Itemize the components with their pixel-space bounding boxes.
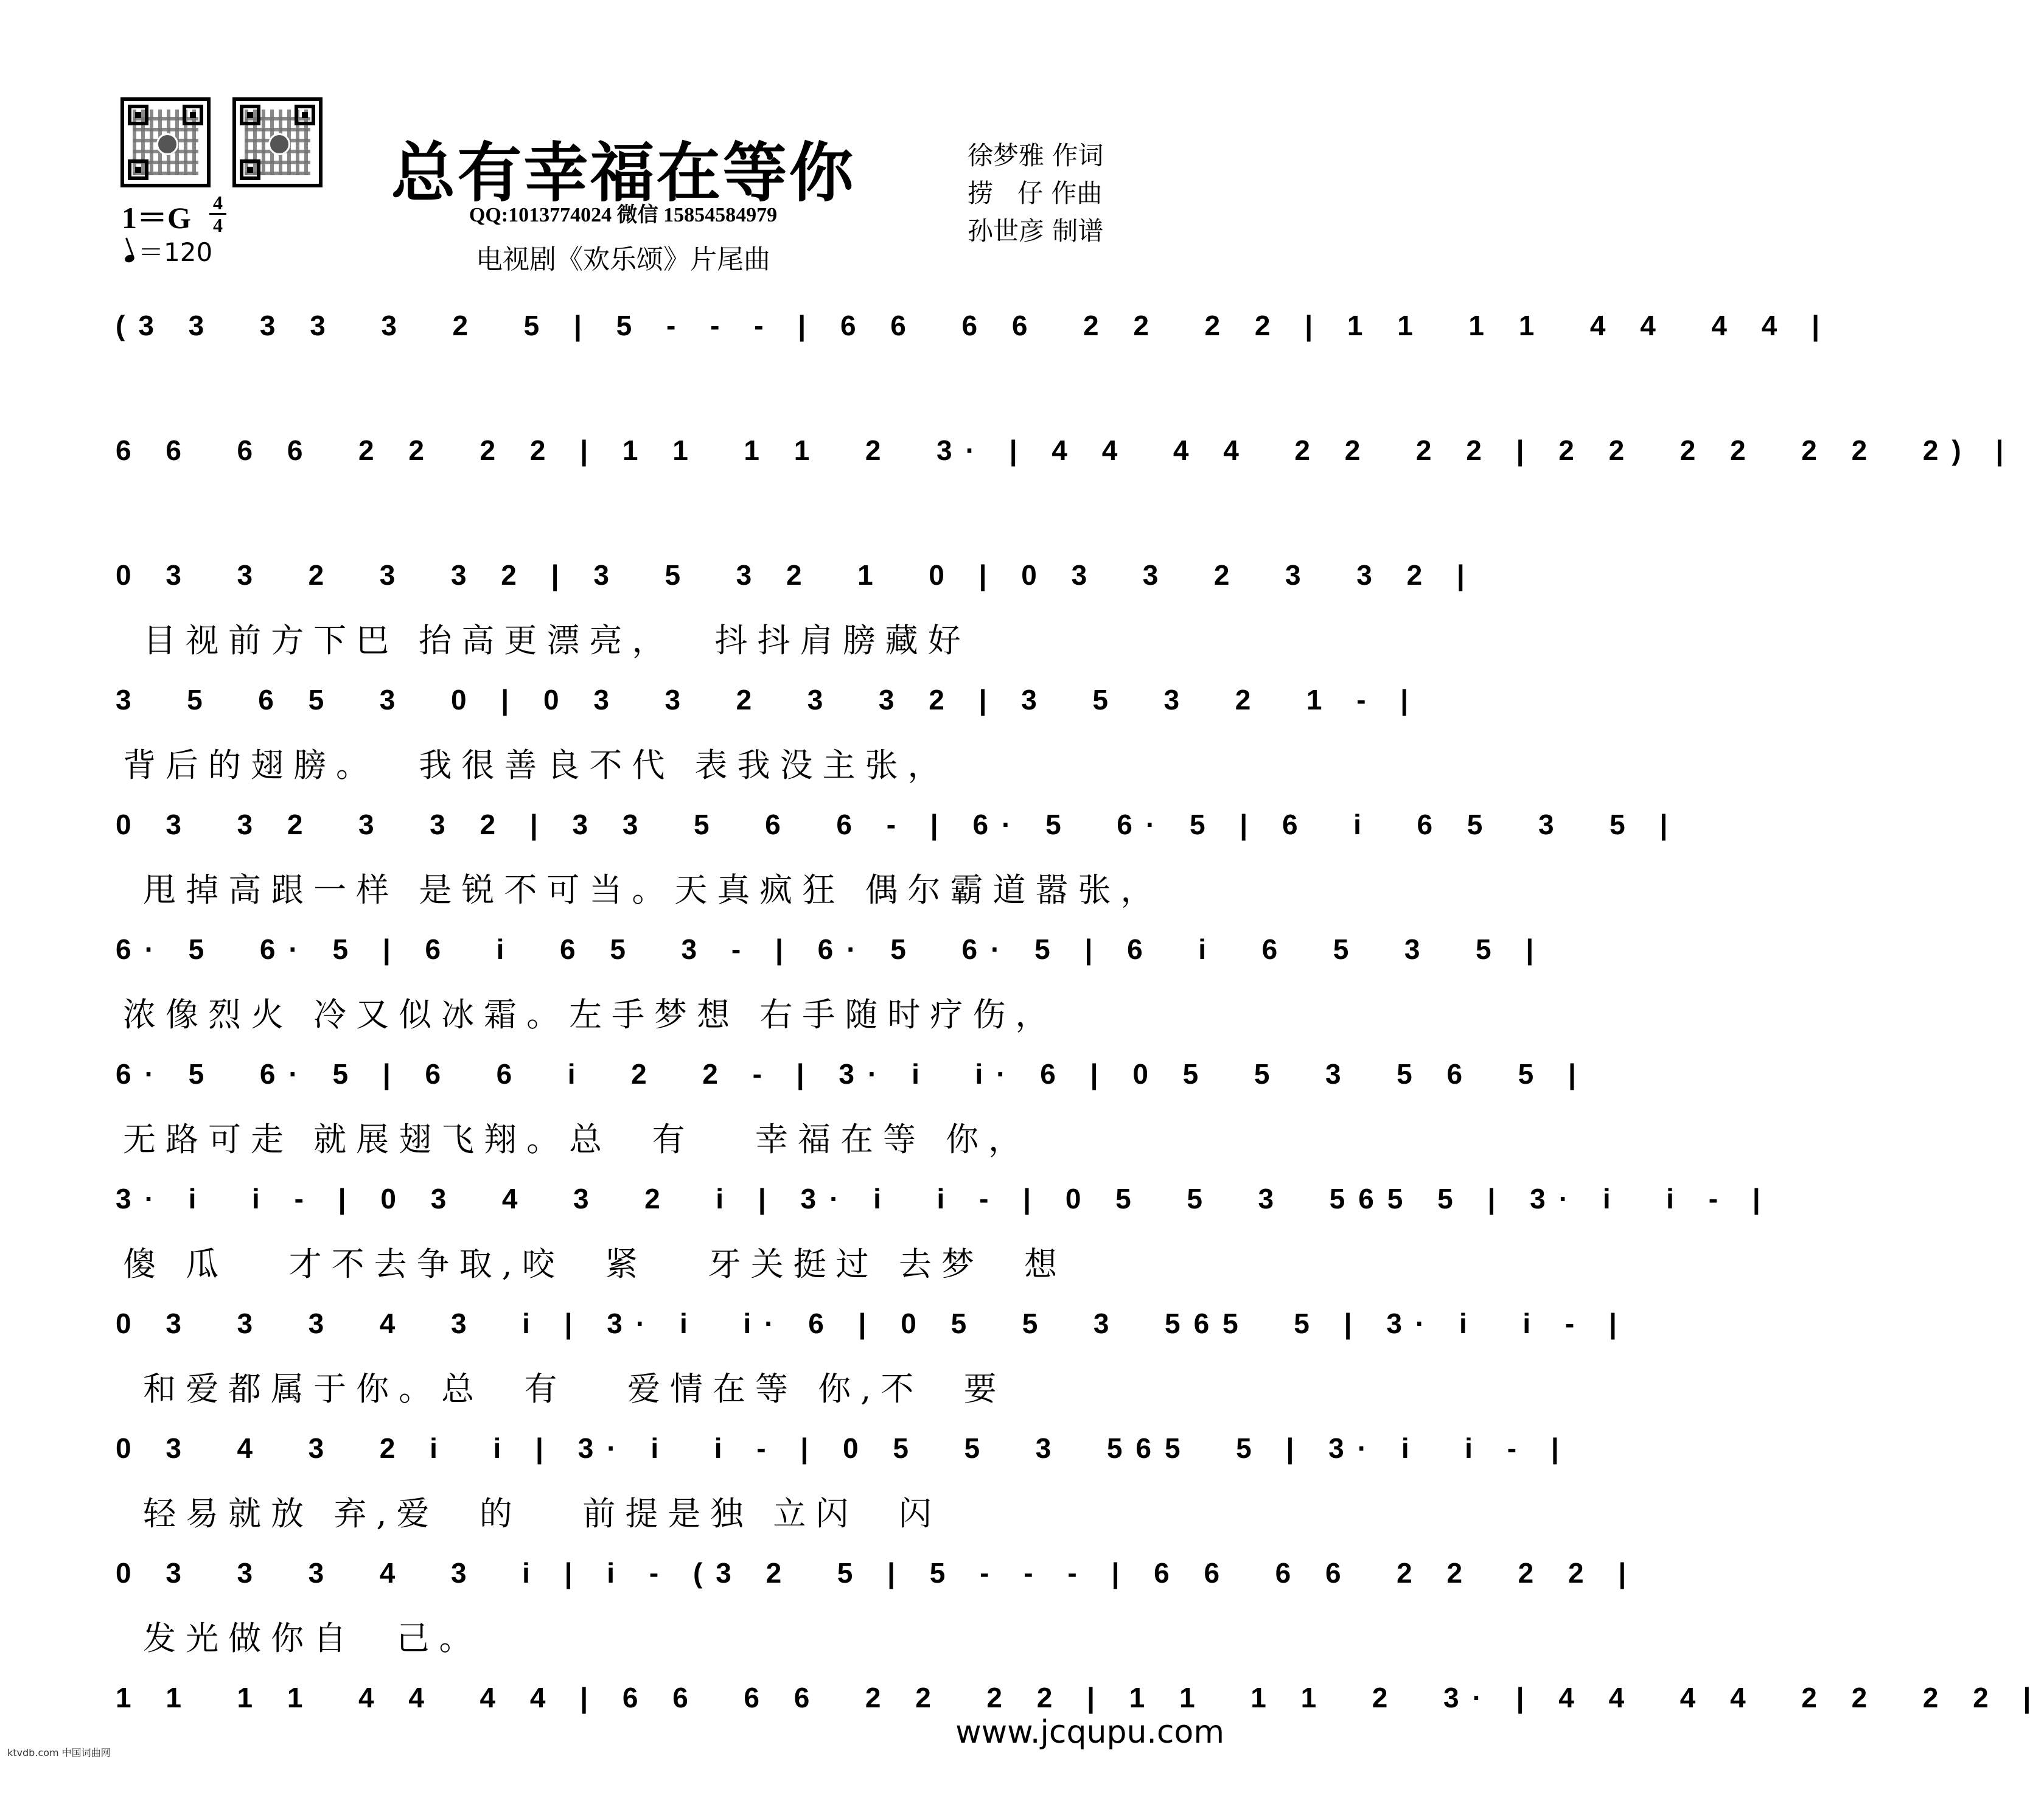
notation-row: 3· i i - | 0 3 4 3 2 i | 3· i i - | 0 5 5 3 565 5 | 3· i i - | [116, 1183, 1774, 1215]
credits [968, 137, 1103, 250]
lyrics-row: 目视前方下巴 抬高更漂亮， 抖抖肩膀藏好 [123, 621, 971, 660]
score-line [116, 1047, 1589, 1171]
contact-info: QQ:1013774024 微信 15854584979 [469, 204, 778, 226]
lyrics-row: 甩掉高跟一样 是锐不可当。天真疯狂 偶尔霸道嚣张， [123, 871, 1163, 909]
score-line [116, 1421, 1572, 1546]
notation-row: 6· 5 6· 5 | 6 6 i 2 2 - | 3· i i· 6 | 0 5 5 3 5 6 5 | [116, 1058, 1589, 1090]
score-body [116, 298, 2044, 1795]
time-signature-top: 4 [213, 192, 223, 214]
score-line [116, 797, 1681, 922]
lyrics-row: 轻易就放 弃,爱 的 前提是独 立闪 闪 [123, 1494, 941, 1533]
score-line [116, 672, 1422, 797]
notation-row: 6 6 6 6 2 2 2 2 | 1 1 1 1 2 3· | 4 4 4 4 2 2 2 2 | 2 2 2 2 2 2 2) | [116, 434, 2017, 466]
footer-note: ktvdb.com 中国词曲网 [7, 1747, 111, 1758]
notation-row: 0 3 3 3 4 3 i | i - (3 2 5 | 5 - - - | 6 6 6 6 2 2 2 2 | [116, 1557, 1640, 1589]
notation-row: (3 3 3 3 3 2 5 | 5 - - - | 6 6 6 6 2 2 2 2 | 1 1 1 1 4 4 4 4 | [116, 310, 1833, 341]
credit-arranger: 孙世彦 制谱 [968, 216, 1104, 246]
score-line [116, 1546, 1640, 1670]
lyrics-row: 无路可走 就展翅飞翔。总 有 幸福在等 你， [123, 1120, 1031, 1159]
time-signature-bottom: 4 [209, 213, 226, 235]
tempo-value: ＝120 [138, 237, 213, 267]
score-line [116, 1171, 1774, 1296]
credit-lyricist: 徐梦雅 作词 [968, 141, 1104, 170]
time-signature [209, 192, 226, 235]
key-signature: 1＝G [122, 201, 191, 235]
notation-row: 3 5 6 5 3 0 | 0 3 3 2 3 3 2 | 3 5 3 2 1 - | [116, 684, 1422, 716]
notation-row: 0 3 3 3 4 3 i | 3· i i· 6 | 0 5 5 3 565 5 | 3· i i - | [116, 1308, 1630, 1339]
credit-composer: 捞 仔 作曲 [968, 178, 1103, 208]
lyrics-row: 傻 瓜 才不去争取,咬 紧 牙关挺过 去梦 想 [123, 1245, 1067, 1283]
lyrics-row: 和爱都属于你。总 有 爱情在等 你,不 要 [123, 1370, 1006, 1408]
song-subtitle: 电视剧《欢乐颂》片尾曲 [476, 244, 770, 275]
score-line [116, 922, 1547, 1047]
score-line [116, 1296, 1630, 1421]
tempo-marking [125, 232, 212, 269]
notation-row: 6· 5 6· 5 | 6 i 6 5 3 - | 6· 5 6· 5 | 6 i 6 5 3 5 | [116, 933, 1547, 965]
score-line [116, 298, 1833, 423]
notation-row: 0 3 3 2 3 3 2 | 3 3 5 6 6 - | 6· 5 6· 5 | 6 i 6 5 3 5 | [116, 809, 1681, 840]
lyrics-row: 背后的翅膀。 我很善良不代 表我没主张， [123, 746, 950, 784]
notation-row: 1 1 1 1 4 4 4 4 | 6 6 6 6 2 2 2 2 | 1 1 1 1 2 3· | 4 4 4 4 2 2 2 2 | [116, 1682, 2044, 1713]
lyrics-row: 浓像烈火 冷又似冰霜。左手梦想 右手随时疗伤， [123, 995, 1058, 1034]
lyrics-row: 发光做你自 己。 [123, 1619, 482, 1657]
score-line [116, 423, 2017, 548]
notation-row: 0 3 4 3 2 i i | 3· i i - | 0 5 5 3 565 5 | 3· i i - | [116, 1432, 1572, 1464]
notation-row: 0 3 3 2 3 3 2 | 3 5 3 2 1 0 | 0 3 3 2 3 3 2 | [116, 559, 1478, 591]
song-title: 总有幸福在等你 [391, 134, 856, 211]
website-link[interactable]: www.jcqupu.com [955, 1714, 1224, 1751]
score-line [116, 548, 1478, 672]
quarter-note-icon [124, 254, 135, 264]
